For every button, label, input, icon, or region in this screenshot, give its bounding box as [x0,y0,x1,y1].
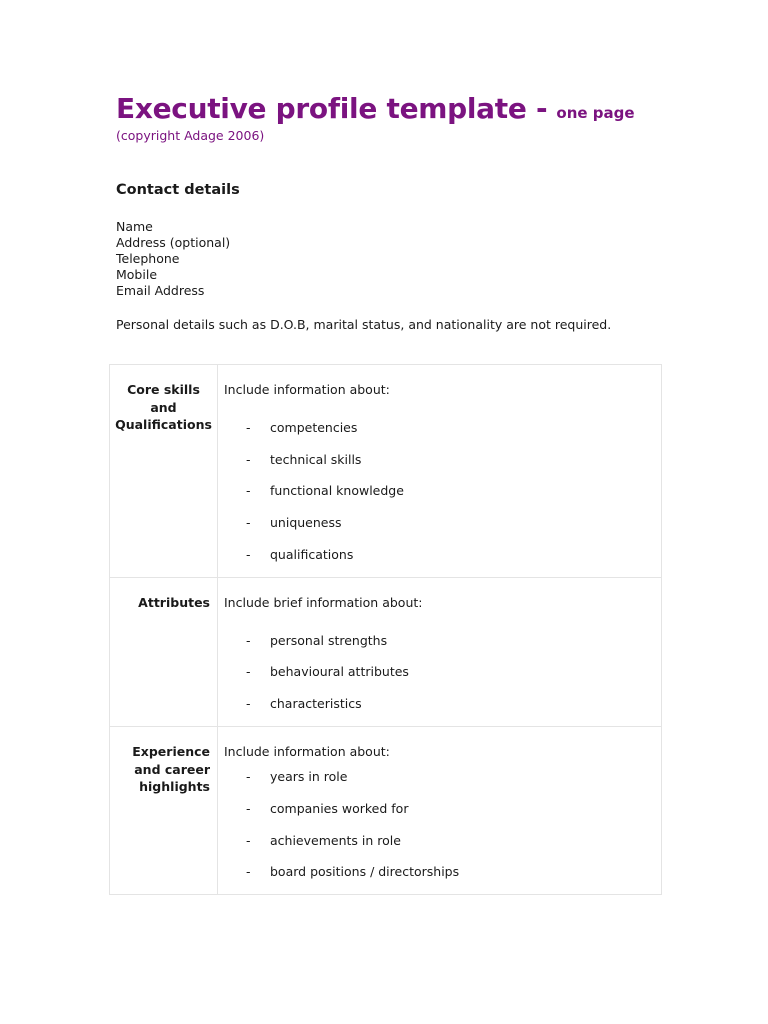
contact-list [116,219,230,299]
list-item-text: characteristics [270,696,362,712]
bullet-list [224,632,655,712]
list-item [224,832,655,849]
row-label-line: Qualifications [115,417,212,432]
dash-marker: - [246,483,251,499]
dash-marker: - [246,832,251,848]
row-content [218,727,662,895]
row-content [218,365,662,578]
row-content [218,577,662,726]
contact-item-address: Address (optional) [116,235,231,250]
list-item-text: technical skills [270,451,362,467]
dash-marker: - [246,515,251,531]
personal-details-note: Personal details such as D.O.B, marital status, and nationality are not required. [116,317,612,332]
contact-item-email: Email Address [116,283,205,298]
list-item [224,800,655,817]
title-subtitle: one page [556,104,635,122]
list-item-text: personal strengths [270,632,388,648]
row-intro: Include information about: [224,382,390,397]
document-title [116,92,635,125]
row-label-line: highlights [139,779,210,795]
list-item [224,514,655,531]
list-item-text: functional knowledge [270,483,404,499]
row-label [110,577,218,726]
table-row-core-skills [110,365,662,578]
row-label-line: and [150,399,177,415]
list-item [224,419,655,436]
row-label-line: and career [134,761,210,777]
list-item [224,863,655,880]
dash-marker: - [246,696,251,712]
list-item [224,768,655,785]
list-item-text: years in role [270,769,348,785]
dash-marker: - [246,664,251,680]
row-label-line: Core skills [127,382,200,397]
contact-heading: Contact details [116,182,240,198]
dash-marker: - [246,800,251,816]
row-intro: Include brief information about: [224,594,423,610]
dash-marker: - [246,632,251,648]
list-item-text: qualifications [270,546,354,562]
list-item [224,451,655,468]
row-label [110,727,218,895]
list-item [224,632,655,649]
dash-marker: - [246,420,251,435]
profile-table [109,364,662,895]
dash-marker: - [246,546,251,562]
bullet-list [224,419,655,563]
list-item-text: board positions / directorships [270,864,460,880]
list-item [224,663,655,680]
dash-marker: - [246,769,251,785]
list-item-text: competencies [270,420,358,435]
table-row-experience [110,727,662,895]
list-item [224,482,655,499]
contact-item-telephone: Telephone [116,251,180,266]
copyright-note: (copyright Adage 2006) [116,128,265,143]
list-item-text: companies worked for [270,800,409,816]
contact-item-name: Name [116,219,153,234]
row-label-line: Experience [132,744,210,760]
table-row-attributes [110,577,662,726]
row-intro: Include information about: [224,744,390,760]
list-item [224,695,655,712]
dash-marker: - [246,864,251,880]
list-item-text: achievements in role [270,832,401,848]
list-item-text: behavioural attributes [270,664,409,680]
row-label-line: Attributes [138,594,210,610]
title-main: Executive profile template - [116,92,548,125]
list-item [224,546,655,563]
bullet-list [224,768,655,880]
contact-item-mobile: Mobile [116,267,158,282]
row-label [110,365,218,578]
list-item-text: uniqueness [270,515,342,531]
dash-marker: - [246,451,251,467]
